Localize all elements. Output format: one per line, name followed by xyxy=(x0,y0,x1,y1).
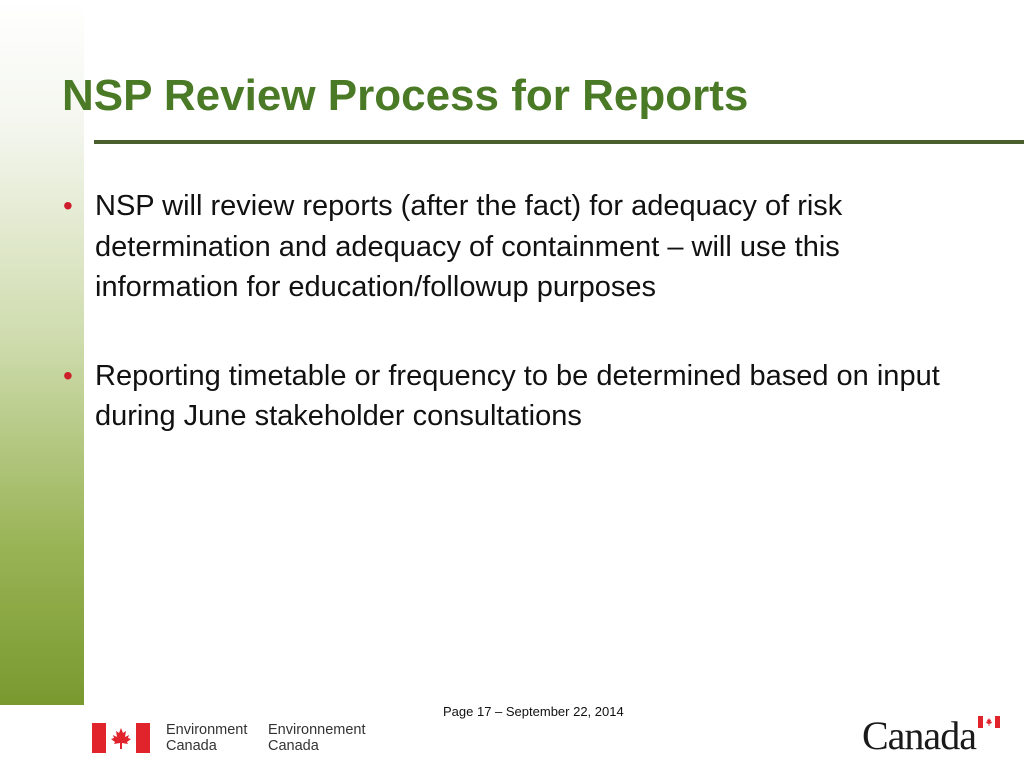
slide-title: NSP Review Process for Reports xyxy=(62,71,749,120)
bullet-text: Reporting timetable or frequency to be determined based on input during June stakeholder consultations xyxy=(95,359,940,432)
bullet-item xyxy=(63,356,975,437)
canada-wordmark-text: Canada xyxy=(862,713,976,758)
title-underline xyxy=(94,140,1024,144)
wordmark-flag-icon xyxy=(978,716,1000,728)
department-name-en xyxy=(166,722,247,754)
bullet-item xyxy=(63,186,975,308)
bullet-marker-icon: • xyxy=(63,190,73,221)
canada-wordmark xyxy=(862,712,1002,756)
bullet-text: NSP will review reports (after the fact) for adequacy of risk determination and adequacy of containment – will use this information for education/followup purposes xyxy=(95,190,843,303)
department-en-line2: Canada xyxy=(166,738,217,754)
page-footer: Page 17 – September 22, 2014 xyxy=(443,704,624,719)
bullet-list xyxy=(63,186,975,485)
department-fr-line1: Environnement xyxy=(268,722,366,738)
bullet-marker-icon: • xyxy=(63,359,73,391)
department-fr-line2: Canada xyxy=(268,738,319,754)
canada-flag-icon xyxy=(92,723,150,753)
department-en-line1: Environment xyxy=(166,722,248,738)
department-name-fr xyxy=(268,722,366,754)
